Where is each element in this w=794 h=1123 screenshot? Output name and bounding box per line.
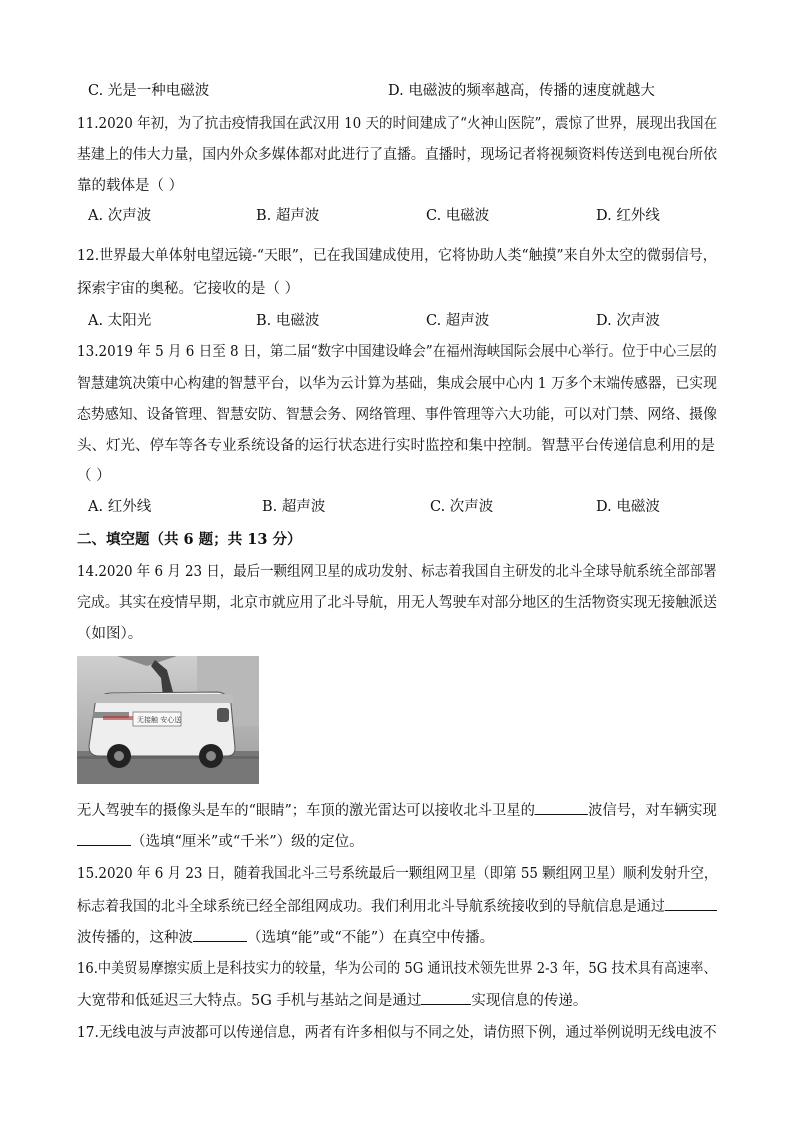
q14-blank-1[interactable] xyxy=(535,800,588,815)
q12-option-a: A. 太阳光 xyxy=(88,313,152,329)
q13-text-line3: 态势感知、设备管理、智慧安防、智慧会务、网络管理、事件管理等六大功能，可以对门禁、网络、摄像 xyxy=(77,407,717,423)
q14-blank-2[interactable] xyxy=(77,831,131,846)
q14-text-line4-end: 波信号，对车辆实现 xyxy=(588,803,717,819)
q13-text-line5: （ ） xyxy=(77,468,111,484)
q13-text-line1: 13.2019 年 5 月 6 日至 8 日，第二届“数字中国建设峰会”在福州海峡国际会展中心举行。位于中心三层的 xyxy=(77,344,717,360)
q16-text-line2-end: 实现信息的传递。 xyxy=(471,993,588,1009)
q16-blank-1[interactable] xyxy=(421,990,471,1005)
section-title-fill-in: 二、填空题（共 6 题；共 13 分） xyxy=(77,531,302,548)
q11-text-line3: 靠的载体是（ ） xyxy=(77,178,184,194)
q15-text-line2-start: 标志着我国的北斗全球系统已经全部组网成功。我们利用北斗导航系统接收到的导航信息是通过 xyxy=(77,899,665,915)
q12-text-line2: 探索宇宙的奥秘。它接收的是（ ） xyxy=(77,281,300,297)
q13-option-c: C. 次声波 xyxy=(430,499,494,515)
q16-text-line1: 16.中美贸易摩擦实质上是科技实力的较量，华为公司的 5G 通讯技术领先世界 2-3 年，5G 技术具有高速率、 xyxy=(77,961,717,977)
q15-text-line3-start: 波传播的，这种波 xyxy=(77,930,193,946)
q14-text-line5-end: （选填“厘米”或“千米”）级的定位。 xyxy=(131,834,364,850)
q10-option-c: C. 光是一种电磁波 xyxy=(88,83,210,99)
q12-option-b: B. 电磁波 xyxy=(256,313,320,329)
q11-option-d: D. 红外线 xyxy=(596,208,660,224)
q14-text-line3: （如图）。 xyxy=(77,626,143,642)
q15-text-line1: 15.2020 年 6 月 23 日，随着我国北斗三号系统最后一颗组网卫星（即第 55 颗组网卫星）顺利发射升空， xyxy=(77,866,718,882)
q15-text-line3 xyxy=(77,927,494,948)
q13-option-b: B. 超声波 xyxy=(262,499,326,515)
q13-text-line4: 头、灯光、停车等各专业系统设备的运行状态进行实时监控和集中控制。智慧平台传递信息利用的是 xyxy=(77,438,715,454)
q13-text-line2: 智慧建筑决策中心构建的智慧平台，以华为云计算为基础，集成会展中心内 1 万多个末端传感器，已实现 xyxy=(77,376,717,392)
q11-option-c: C. 电磁波 xyxy=(426,208,490,224)
q14-text-line5 xyxy=(77,831,364,852)
q14-text-line2: 完成。其实在疫情早期，北京市就应用了北斗导航，用无人驾驶车对部分地区的生活物资实现无接触派送 xyxy=(77,595,717,611)
vehicle-sign-text: 无接触 安心送 xyxy=(137,716,182,724)
q12-option-d: D. 次声波 xyxy=(596,313,660,329)
q17-text-line1: 17.无线电波与声波都可以传递信息，两者有许多相似与不同之处，请仿照下例，通过举例说明无线电波不 xyxy=(77,1025,717,1041)
q16-text-line2-start: 大宽带和低延迟三大特点。5G 手机与基站之间是通过 xyxy=(77,993,422,1009)
q13-option-d: D. 电磁波 xyxy=(596,499,660,515)
q15-blank-1[interactable] xyxy=(665,896,717,911)
q13-option-a: A. 红外线 xyxy=(88,499,152,515)
q11-option-b: B. 超声波 xyxy=(256,208,320,224)
q11-text-line1: 11.2020 年初，为了抗击疫情我国在武汉用 10 天的时间建成了“火神山医院”，震惊了世界，展现出我国在 xyxy=(77,116,718,132)
q11-text-line2: 基建上的伟大力量，国内外众多媒体都对此进行了直播。直播时，现场记者将视频资料传送到电视台所依 xyxy=(77,147,717,163)
q16-text-line2 xyxy=(77,990,587,1011)
q14-text-line4-start: 无人驾驶车的摄像头是车的“眼睛”；车顶的激光雷达可以接收北斗卫星的 xyxy=(77,803,535,819)
q15-blank-2[interactable] xyxy=(193,927,247,942)
q12-text-line1: 12.世界最大单体射电望远镜-“天眼”，已在我国建成使用，它将协助人类“触摸”来自外太空的微弱信号， xyxy=(77,248,717,264)
q11-option-a: A. 次声波 xyxy=(88,208,152,224)
q10-option-d: D. 电磁波的频率越高，传播的速度就越大 xyxy=(388,83,655,99)
q15-text-line3-end: （选填“能”或“不能”）在真空中传播。 xyxy=(247,930,495,946)
q15-text-line2 xyxy=(77,896,717,917)
driverless-vehicle-photo xyxy=(77,656,259,784)
q14-text-line4 xyxy=(77,800,717,821)
q12-option-c: C. 超声波 xyxy=(426,313,490,329)
q14-text-line1: 14.2020 年 6 月 23 日，最后一颗组网卫星的成功发射、标志着我国自主研发的北斗全球导航系统全部部署 xyxy=(77,564,717,580)
